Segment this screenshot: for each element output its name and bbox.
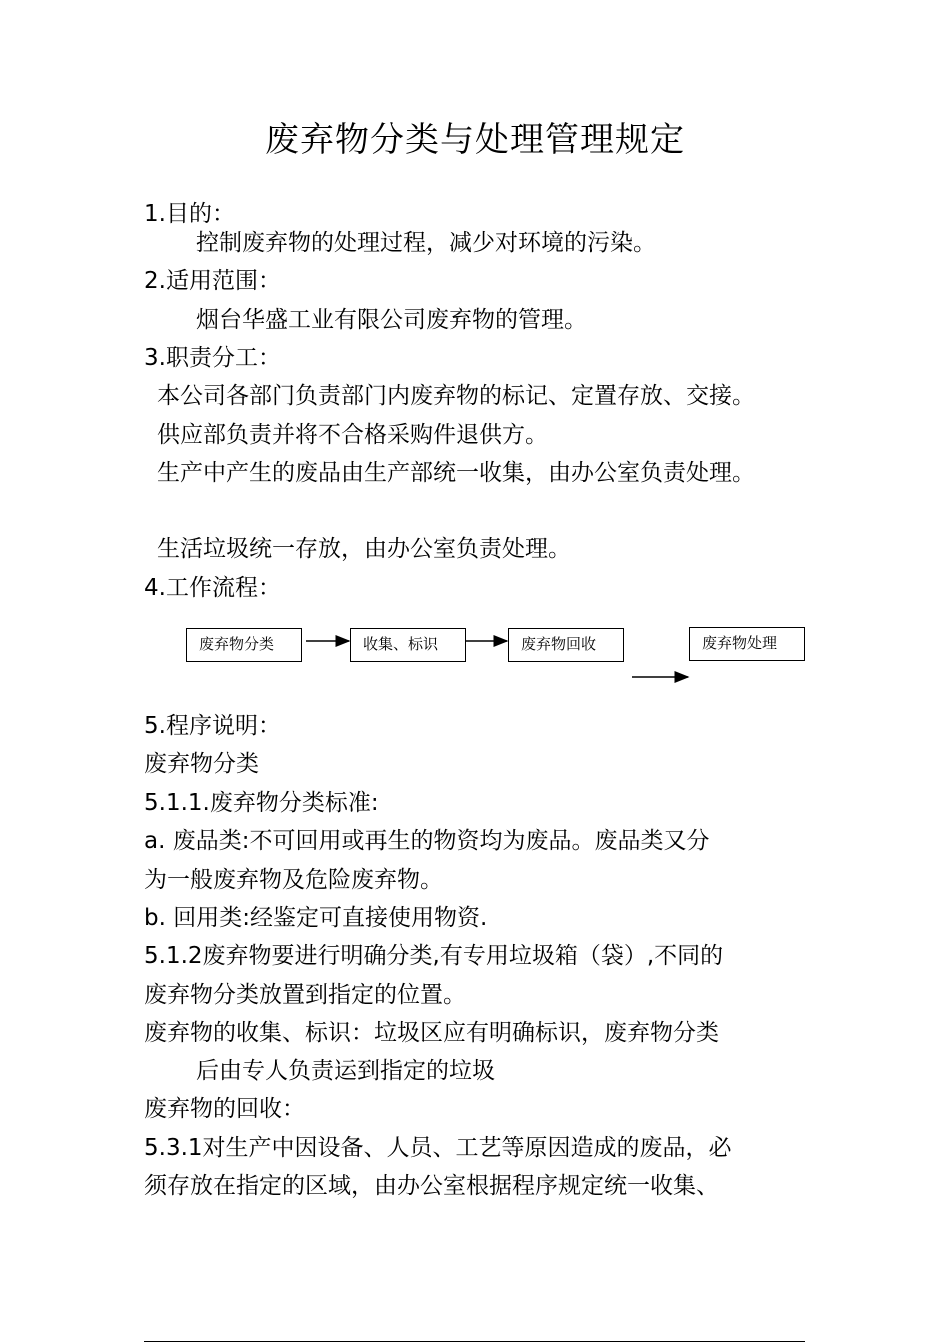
clause-5-1-2-line-2: 废弃物分类放置到指定的位置。: [144, 982, 466, 1008]
recycle-heading: 废弃物的回收：: [144, 1096, 305, 1122]
scope-heading: 2.适用范围：: [144, 268, 281, 294]
clause-5-1-1: 5.1.1.废弃物分类标准:: [144, 790, 379, 816]
flow-step-recycle: 废弃物回收: [508, 628, 624, 662]
purpose-heading: 1.目的：: [144, 201, 235, 227]
clause-b: b. 回用类:经鉴定可直接使用物资.: [144, 905, 488, 931]
flow-step-classify: 废弃物分类: [186, 628, 302, 662]
clause-a-line-1: a. 废品类:不可回用或再生的物资均为废品。废品类又分: [144, 828, 710, 854]
document-title: 废弃物分类与处理管理规定: [265, 120, 685, 160]
collect-line-2: 后由专人负责运到指定的垃圾: [196, 1058, 495, 1084]
duty-item-2: 供应部负责并将不合格采购件退供方。: [157, 422, 548, 448]
procedure-heading: 5.程序说明：: [144, 713, 281, 739]
flow-heading: 4.工作流程：: [144, 575, 281, 601]
clause-a-line-2: 为一般废弃物及危险废弃物。: [144, 867, 443, 893]
duty-item-1: 本公司各部门负责部门内废弃物的标记、定置存放、交接。: [157, 383, 755, 409]
collect-line-1: 废弃物的收集、标识：垃圾区应有明确标识，废弃物分类: [144, 1020, 719, 1046]
purpose-text: 控制废弃物的处理过程，减少对环境的污染。: [196, 230, 656, 256]
procedure-subheading-classify: 废弃物分类: [144, 751, 259, 777]
duties-heading: 3.职责分工：: [144, 345, 281, 371]
scope-text: 烟台华盛工业有限公司废弃物的管理。: [196, 307, 587, 333]
clause-5-1-2-line-1: 5.1.2废弃物要进行明确分类,有专用垃圾箱（袋）,不同的: [144, 943, 724, 969]
duty-item-3: 生产中产生的废品由生产部统一收集，由办公室负责处理。: [157, 460, 755, 486]
flow-step-collect: 收集、标识: [350, 628, 466, 662]
clause-5-3-1-line-2: 须存放在指定的区域，由办公室根据程序规定统一收集、: [144, 1173, 719, 1199]
flow-step-dispose: 废弃物处理: [689, 627, 805, 661]
clause-5-3-1-line-1: 5.3.1对生产中因设备、人员、工艺等原因造成的废品，必: [144, 1135, 732, 1161]
duty-item-4: 生活垃圾统一存放，由办公室负责处理。: [157, 536, 571, 562]
footer-divider: [144, 1341, 805, 1342]
